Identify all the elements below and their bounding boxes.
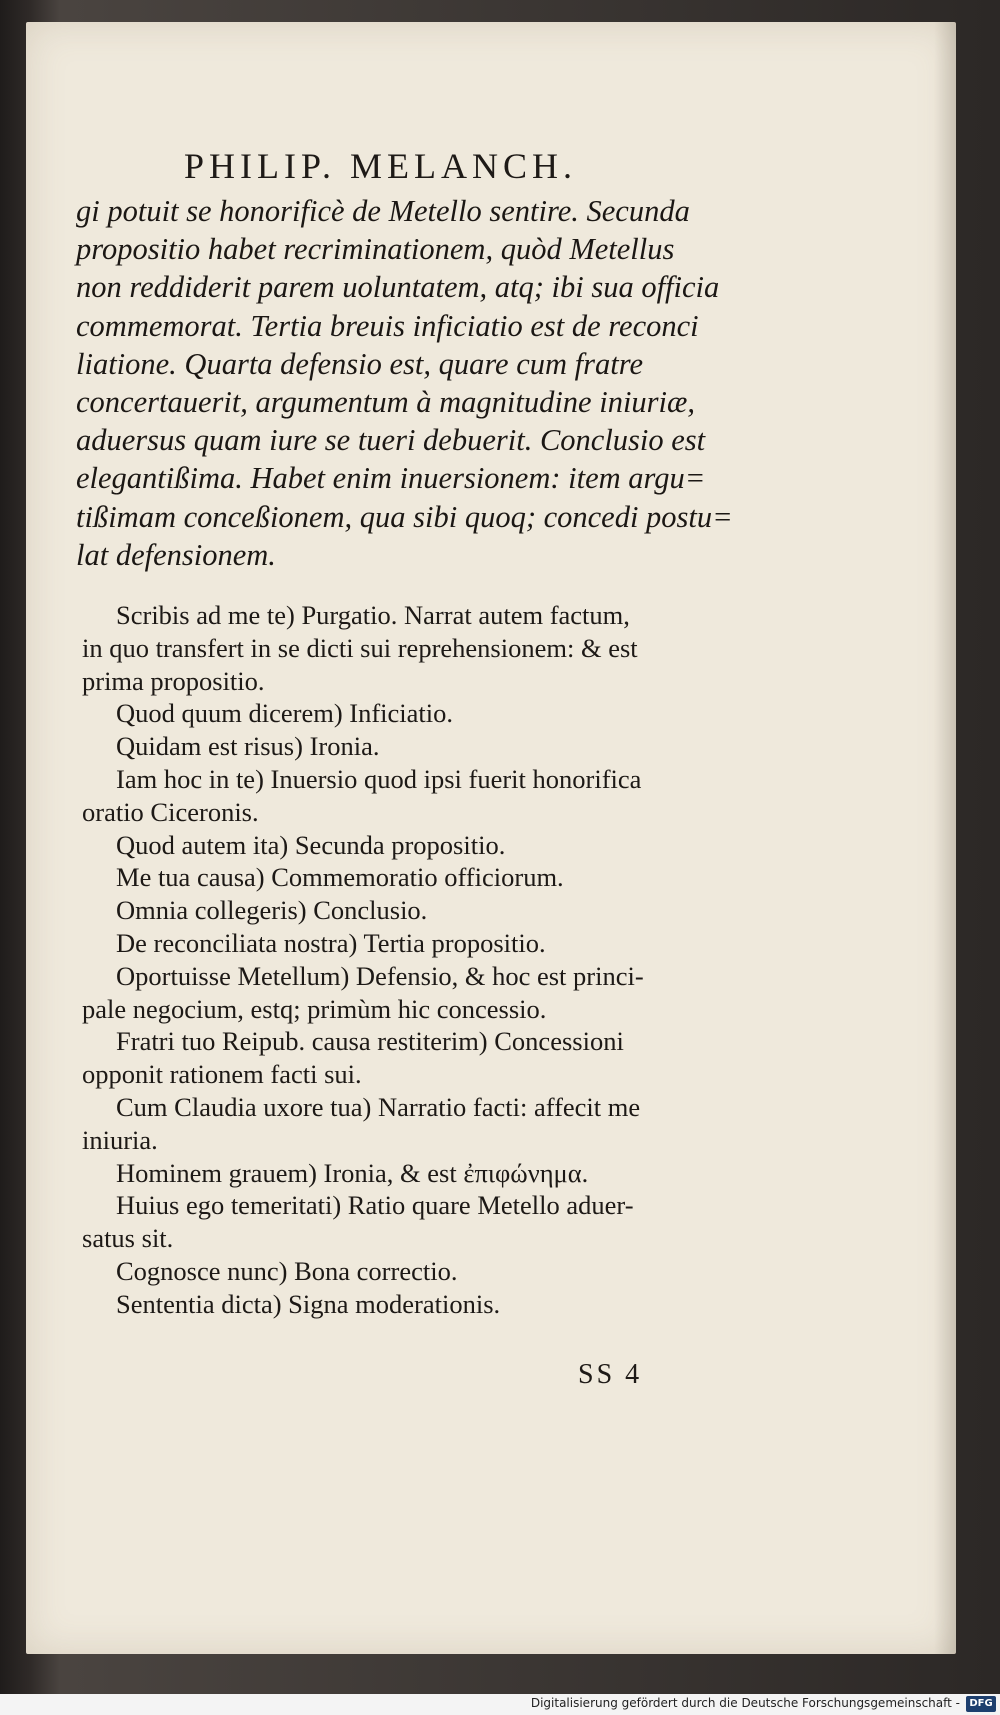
- annotation-line: Iam hoc in te) Inuersio quod ipsi fuerit honorifica: [116, 763, 642, 794]
- annotation-line: pale negocium, estq; primùm hic concessio.: [82, 993, 547, 1024]
- annotation-line: satus sit.: [82, 1223, 174, 1254]
- annotation-line: prima propositio.: [82, 665, 265, 696]
- footer-credit-text: Digitalisierung gefördert durch die Deutsche Forschungsgemeinschaft -: [530, 1696, 960, 1710]
- annotation-line: oratio Ciceronis.: [82, 796, 259, 827]
- annotation-line: Me tua causa) Commemoratio officiorum.: [116, 862, 564, 893]
- italic-commentary-block: [76, 192, 796, 574]
- digitization-footer: [0, 1694, 1000, 1715]
- annotation-line: Cum Claudia uxore tua) Narratio facti: affecit me: [116, 1091, 641, 1122]
- annotation-line: iniuria.: [82, 1124, 158, 1155]
- italic-line: aduersus quam iure se tueri debuerit. Conclusio est: [76, 423, 706, 458]
- italic-line: propositio habet recriminationem, quòd Metellus: [76, 232, 675, 267]
- dfg-logo: DFG: [966, 1696, 996, 1712]
- annotation-line: Quod quum dicerem) Inficiatio.: [116, 698, 454, 729]
- italic-line: commemorat. Tertia breuis inficiatio est de reconci: [76, 308, 699, 343]
- italic-line: non reddiderit parem uoluntatem, atq; ibi sua officia: [76, 270, 720, 305]
- running-head: PHILIP. MELANCH.: [184, 146, 578, 186]
- annotation-line: De reconciliata nostra) Tertia propositio.: [116, 927, 546, 958]
- annotation-line: in quo transfert in se dicti sui reprehensionem: & est: [82, 632, 638, 663]
- annotation-line: Omnia collegeris) Conclusio.: [116, 895, 428, 926]
- italic-line: lat defensionem.: [76, 537, 276, 572]
- italic-line: concertauerit, argumentum à magnitudine iniuriæ,: [76, 385, 695, 420]
- annotation-line: Huius ego temeritati) Ratio quare Metello aduer-: [116, 1190, 634, 1221]
- italic-line: tißimam conceßionem, qua sibi quoq; concedi postu=: [76, 499, 733, 534]
- annotation-line: Cognosce nunc) Bona correctio.: [116, 1255, 458, 1286]
- signature-mark: SS 4: [578, 1359, 643, 1390]
- roman-annotation-block: [82, 599, 802, 1321]
- italic-line: liatione. Quarta defensio est, quare cum fratre: [76, 346, 644, 381]
- annotation-line: Quidam est risus) Ironia.: [116, 731, 380, 762]
- annotation-line: Hominem grauem) Ironia, & est ἐπιφώνημα.: [116, 1157, 589, 1188]
- annotation-line: opponit rationem facti sui.: [82, 1059, 362, 1090]
- annotation-line: Sententia dicta) Signa moderationis.: [116, 1288, 501, 1319]
- italic-line: elegantißima. Habet enim inuersionem: item argu=: [76, 461, 706, 496]
- italic-line: gi potuit se honorificè de Metello sentire. Secunda: [76, 194, 690, 228]
- annotation-line: Oportuisse Metellum) Defensio, & hoc est princi-: [116, 960, 644, 991]
- book-page: [26, 22, 956, 1654]
- annotation-line: Scribis ad me te) Purgatio. Narrat autem factum,: [116, 600, 630, 630]
- annotation-line: Quod autem ita) Secunda propositio.: [116, 829, 506, 860]
- annotation-line: Fratri tuo Reipub. causa restiterim) Concessioni: [116, 1026, 624, 1057]
